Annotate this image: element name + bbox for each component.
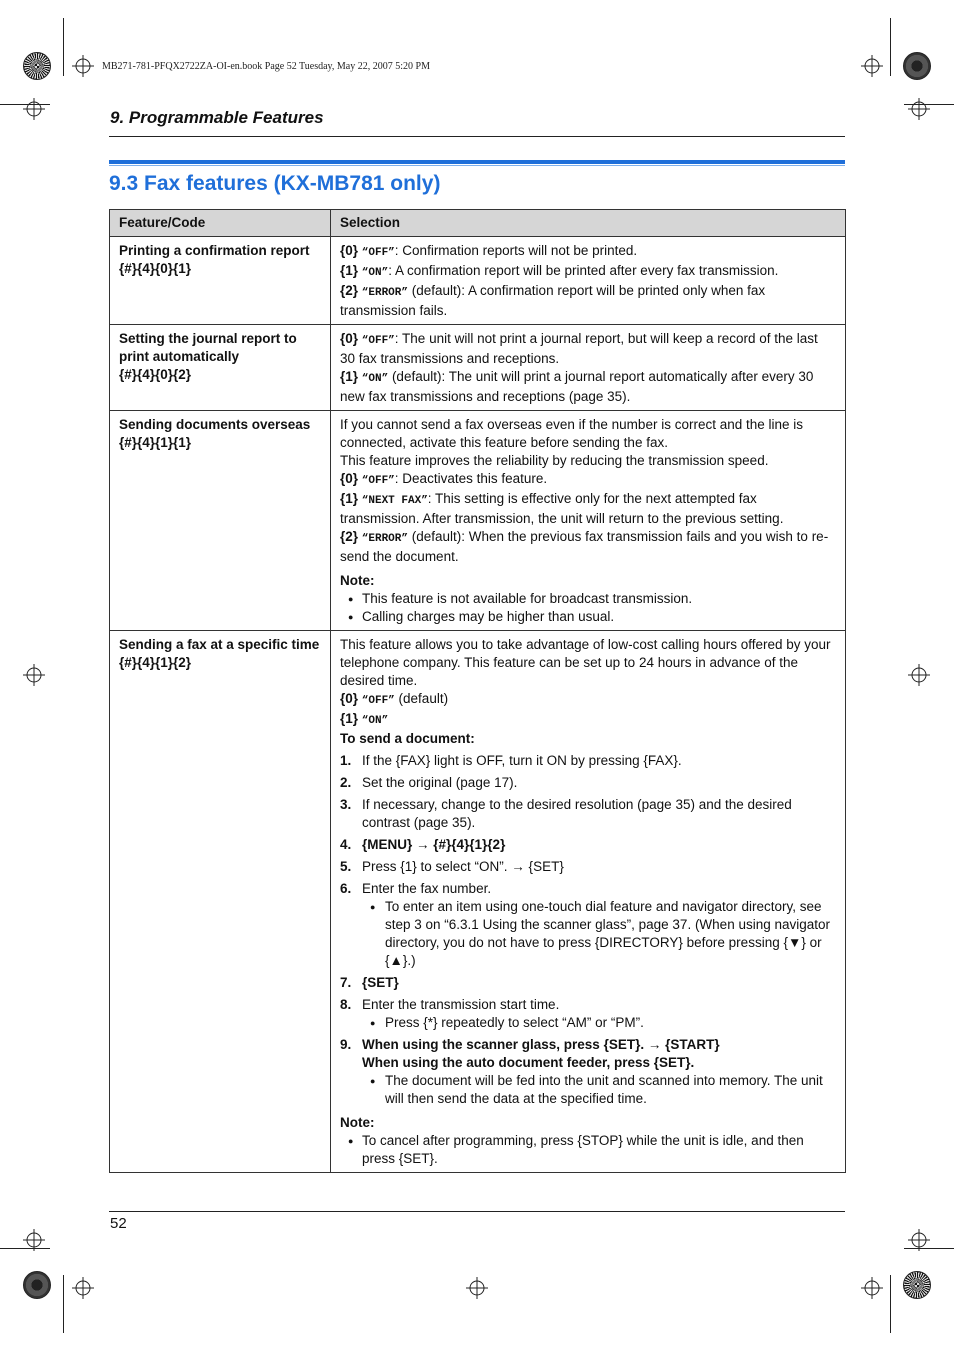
page-title: 9.3 Fax features (KX-MB781 only) xyxy=(109,172,441,195)
option-text: : Deactivates this feature. xyxy=(394,471,548,486)
registration-mark-icon xyxy=(23,52,51,80)
option-key: {1} xyxy=(340,711,359,726)
crosshair-target-icon xyxy=(908,664,930,686)
option-value: “ERROR” xyxy=(361,287,408,299)
feature-table xyxy=(109,209,846,1173)
feature-code: {#}{4}{0}{1} xyxy=(119,261,192,276)
option-line xyxy=(340,242,836,262)
option-key: {2} xyxy=(340,529,359,544)
option-text: : This setting is effective only for the next attempted fax transmission. After transmission, the unit will return to the previous setting. xyxy=(340,491,784,526)
step-text: If the {FAX} light is OFF, turn it ON by pressing {FAX}. xyxy=(362,753,682,768)
step-text: Enter the fax number. xyxy=(362,881,492,896)
step-number: 5. xyxy=(340,859,352,874)
option-key: {0} xyxy=(340,471,359,486)
crosshair-target-icon xyxy=(861,55,883,77)
crosshair-target-icon xyxy=(466,1277,488,1299)
step-text: When using the scanner glass, press {SET}. → {START} xyxy=(362,1037,720,1052)
step-number: 4. xyxy=(340,837,352,852)
registration-mark-icon xyxy=(903,1271,931,1299)
option-text: (default) xyxy=(394,691,449,706)
option-value: “ON” xyxy=(361,715,389,727)
step-text: Enter the transmission start time. xyxy=(362,997,560,1012)
option-key: {0} xyxy=(340,243,359,258)
column-header: Selection xyxy=(331,210,846,237)
selection-cell xyxy=(331,411,846,631)
selection-cell xyxy=(331,631,846,1173)
note-item: ● To cancel after programming, press {STOP} while the unit is idle, and then press {SET}. xyxy=(340,1132,836,1168)
feature-code: {#}{4}{1}{2} xyxy=(119,655,192,670)
table-row xyxy=(110,411,846,631)
crosshair-target-icon xyxy=(23,98,45,120)
step-number: 6. xyxy=(340,881,352,896)
step xyxy=(340,836,836,854)
note-item: ● Calling charges may be higher than usual. xyxy=(340,608,836,626)
step xyxy=(340,796,836,832)
option-key: {1} xyxy=(340,491,359,506)
table-row xyxy=(110,325,846,411)
description: If you cannot send a fax overseas even if the number is correct and the line is connected, activate this feature before sending the fax. xyxy=(340,417,804,450)
option-value: “OFF” xyxy=(361,335,395,347)
step-number: 7. xyxy=(340,975,352,990)
option-value: “OFF” xyxy=(361,475,395,487)
feature-name: Setting the journal report to print automatically xyxy=(119,331,297,364)
option-text: : The unit will not print a journal report, but will keep a record of the last 30 fax transmissions and receptions. xyxy=(340,331,818,366)
divider xyxy=(109,136,845,137)
crosshair-target-icon xyxy=(23,664,45,686)
option-value: “ON” xyxy=(361,373,389,385)
crop-mark xyxy=(63,18,64,76)
selection-cell xyxy=(331,325,846,411)
option-text: : Confirmation reports will not be printed. xyxy=(394,243,638,258)
option-key: {0} xyxy=(340,691,359,706)
option-value: “OFF” xyxy=(361,247,395,259)
option-line xyxy=(340,330,836,368)
crosshair-target-icon xyxy=(23,1229,45,1251)
option-key: {1} xyxy=(340,369,359,384)
option-value: “NEXT FAX” xyxy=(361,495,428,507)
feature-code: {#}{4}{0}{2} xyxy=(119,367,192,382)
option-value: “ERROR” xyxy=(361,533,408,545)
step xyxy=(340,858,836,876)
note-label: Note: xyxy=(340,1115,375,1130)
step-text: Set the original (page 17). xyxy=(362,775,518,790)
crop-mark xyxy=(63,1275,64,1333)
crosshair-target-icon xyxy=(908,98,930,120)
step xyxy=(340,996,836,1032)
feature-cell xyxy=(110,237,331,325)
table-row xyxy=(110,631,846,1173)
option-line xyxy=(340,368,836,406)
registration-mark-icon xyxy=(903,52,931,80)
option-value: “OFF” xyxy=(361,695,395,707)
heading-bar xyxy=(109,160,845,164)
step xyxy=(340,752,836,770)
feature-cell xyxy=(110,411,331,631)
step-number: 8. xyxy=(340,997,352,1012)
table-row xyxy=(110,237,846,325)
feature-name: Sending documents overseas xyxy=(119,417,311,432)
description: This feature allows you to take advantage of low-cost calling hours offered by your telephone company. This feature can be set up to 24 hours in advance of the desired time. xyxy=(340,637,831,688)
option-text: (default): A confirmation report will be printed only when fax transmission fails. xyxy=(340,283,766,318)
option-key: {0} xyxy=(340,331,359,346)
step-text: Press {1} to select “ON”. → {SET} xyxy=(362,859,564,874)
step-bullet: ● The document will be fed into the unit and scanned into memory. The unit will then send the data at the specified time. xyxy=(362,1072,836,1108)
crosshair-target-icon xyxy=(72,1277,94,1299)
table-header-row xyxy=(110,210,846,237)
feature-name: Printing a confirmation report xyxy=(119,243,310,258)
feature-code: {#}{4}{1}{1} xyxy=(119,435,192,450)
selection-cell xyxy=(331,237,846,325)
section-title: 9. Programmable Features xyxy=(110,108,324,127)
crop-mark xyxy=(890,18,891,76)
step-text: If necessary, change to the desired resolution (page 35) and the desired contrast (page 35). xyxy=(362,797,792,830)
note-item: ● This feature is not available for broadcast transmission. xyxy=(340,590,836,608)
crosshair-target-icon xyxy=(908,1229,930,1251)
option-line xyxy=(340,710,836,730)
feature-name: Sending a fax at a specific time xyxy=(119,637,320,652)
option-line xyxy=(340,470,836,490)
option-line xyxy=(340,690,836,710)
step-text: {MENU} → {#}{4}{1}{2} xyxy=(362,837,506,852)
step xyxy=(340,880,836,970)
step xyxy=(340,1036,836,1108)
option-line xyxy=(340,262,836,282)
option-line xyxy=(340,490,836,528)
option-text: (default): When the previous fax transmission fails and you wish to re-send the document. xyxy=(340,529,829,564)
note-label: Note: xyxy=(340,573,375,588)
step-bullet: ● To enter an item using one-touch dial feature and navigator directory, see step 3 on “6.3.1 Using the scanner glass”, page 37. (When using navigator directory, you do not have to press {DIRECTORY} before pressing {▼} or {▲}.) xyxy=(362,898,836,970)
option-key: {1} xyxy=(340,263,359,278)
divider xyxy=(109,1211,845,1212)
step-text: When using the auto document feeder, press {SET}. xyxy=(362,1055,695,1070)
crop-mark xyxy=(890,1275,891,1333)
option-value: “ON” xyxy=(361,267,389,279)
option-key: {2} xyxy=(340,283,359,298)
step-bullet: ● Press {*} repeatedly to select “AM” or “PM”. xyxy=(362,1014,836,1032)
option-line xyxy=(340,528,836,566)
step xyxy=(340,974,836,992)
registration-mark-icon xyxy=(23,1271,51,1299)
print-info: MB271-781-PFQX2722ZA-OI-en.book Page 52 Tuesday, May 22, 2007 5:20 PM xyxy=(102,61,430,72)
step xyxy=(340,774,836,792)
feature-cell xyxy=(110,325,331,411)
column-header: Feature/Code xyxy=(110,210,331,237)
option-text: (default): The unit will print a journal report automatically after every 30 new fax transmissions and receptions (page 35). xyxy=(340,369,814,404)
option-text: : A confirmation report will be printed after every fax transmission. xyxy=(388,263,779,278)
description: This feature improves the reliability by reducing the transmission speed. xyxy=(340,453,769,468)
heading-bar xyxy=(109,165,845,166)
step-number: 2. xyxy=(340,775,352,790)
page-number: 52 xyxy=(110,1215,127,1232)
step-text: {SET} xyxy=(362,975,399,990)
crosshair-target-icon xyxy=(72,55,94,77)
option-line xyxy=(340,282,836,320)
step-number: 1. xyxy=(340,753,352,768)
procedure-title: To send a document: xyxy=(340,731,475,746)
feature-cell xyxy=(110,631,331,1173)
step-number: 3. xyxy=(340,797,352,812)
crosshair-target-icon xyxy=(861,1277,883,1299)
step-number: 9. xyxy=(340,1037,352,1052)
